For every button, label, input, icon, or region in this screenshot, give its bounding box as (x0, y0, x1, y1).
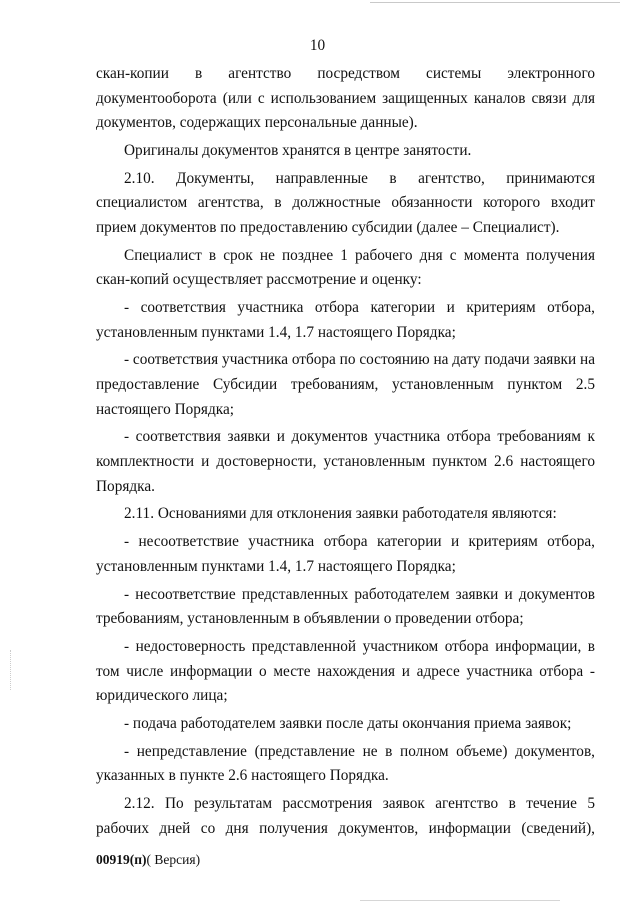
scan-specks (10, 650, 13, 690)
list-item: - несоответствие представленных работодателем заявки и документов требованиям, установленным в объявлении о проведении отбора; (96, 585, 595, 628)
document-version: ( Версия) (146, 852, 201, 867)
paragraph: 2.10. Документы, направленные в агентство, принимаются специалистом агентства, в должностные обязанности которого входит прием документов по предоставлению субсидии (далее – Специалист). (96, 169, 595, 236)
document-code-footer (96, 852, 200, 868)
list-item: - соответствия участника отбора категории и критериям отбора, установленным пунктами 1.4, 1.7 настоящего Порядка; (96, 299, 595, 341)
list-item: - соответствия участника отбора по состоянию на дату подачи заявки на предоставление Субсидии требованиям, установленным пунктом 2.5 настоящего Порядка; (96, 351, 595, 418)
document-code: 00919(п) (96, 852, 147, 867)
paragraph: Специалист в срок не позднее 1 рабочего дня с момента получения скан-копий осуществляет рассмотрение и оценку: (96, 246, 595, 289)
document-body (96, 62, 595, 841)
list-item: - непредставление (представление не в полном объеме) документов, указанных в пункте 2.6 настоящего Порядка. (96, 742, 595, 785)
paragraph: скан-копии в агентство посредством системы электронного документооборота (или с использованием защищенных каналов связи для документов, содержащих персональные данные). (96, 65, 595, 132)
list-item: - соответствия заявки и документов участника отбора требованиям к комплектности и достоверности, установленным пунктом 2.6 настоящего Порядка. (96, 428, 595, 495)
list-item: - подача работодателем заявки после даты окончания приема заявок; (124, 714, 572, 732)
scan-edge-top (370, 2, 620, 3)
list-item: - недостоверность представленной участником отбора информации, в том числе информации о месте нахождения и адресе участника отбора - юридического лица; (96, 637, 595, 705)
paragraph: 2.12. По результатам рассмотрения заявок агентство в течение 5 рабочих дней со дня получения документов, информации (сведений), (96, 795, 595, 837)
paragraph: Оригиналы документов хранятся в центре занятости. (124, 141, 472, 159)
list-item: - несоответствие участника отбора категории и критериям отбора, установленным пунктами 1.4, 1.7 настоящего Порядка; (96, 533, 595, 575)
scan-edge-bottom (360, 900, 560, 901)
paragraph: 2.11. Основаниями для отклонения заявки работодателя являются: (124, 505, 557, 523)
page-number: 10 (309, 37, 326, 54)
